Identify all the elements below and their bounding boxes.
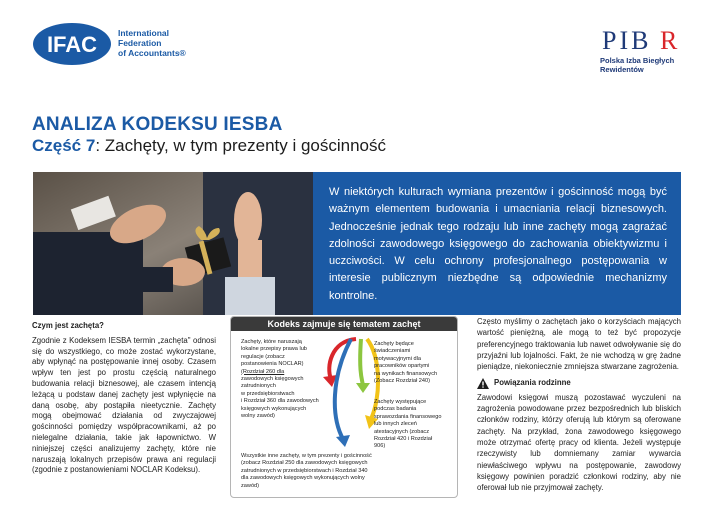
left-column [32,321,216,476]
svg-text:PIB: PIB [602,27,652,53]
right-column [477,316,681,493]
diagram-box-noclar: Zachęty, które naruszają lokalne przepisy prawa lub regulacje (zobacz postanowienia NOCLAR) (Rozdział 260 dla zawodowych księgowych zatrudnionych w przedsiębiorstwach i Rozdział 360 dla zawodowych księgowych wykonujących wolny zawód) [241,339,319,420]
pibr-name: Polska Izba Biegłych Rewidentów [600,56,675,74]
right-intro-text: Często myślimy o zachętach jako o korzyściach mających wartość pieniężną, ale mogą to też być propozycje preferencyjnego traktowania lub nawet odwoływanie się do przyjaźni lub lojalności. Fakt, że nie wchodzą w grę żadne pieniądze, niekoniecznie zmniejsza stwarzane zagrożenia. [477,317,681,372]
ifac-logo-text: IFAC [46,32,98,57]
page-subtitle [32,136,386,156]
ifac-logo [32,22,112,66]
what-is-incentive-heading: Czym jest zachęta? [32,321,104,330]
diagram-box-performance: Zachęty będące świadczeniami motywacyjnymi dla pracowników opartymi na wynikach finansowych (Zobacz Rozdział 240) [374,341,438,385]
warning-icon [477,378,489,389]
intro-box: W niektórych kulturach wymiana prezentów i gościnność mogą być ważnym elementem budowania i umacniania relacji biznesowych. Jednocześnie jednak tego rodzaju lub inne zachęty mogą zagrażać zdolności zawodowego księgowego do zachowania obiektywizmu i uczciwości. W celu ochrony profesjonalnego postępowania w interesie publicznym niezbędne są odpowiednie mechanizmy kontrolne. [313,172,681,315]
incentives-diagram [230,316,458,498]
family-relations-body: Zawodowi księgowi muszą pozostawać wyczuleni na zagrożenia powodowane przez bezpośrednich lub bliskich członków rodziny, którzy oferują lub którym są oferowane zachęty. Na przykład, żona zawodowego księgowego może otrzymać ofertę pracy od klienta. Jeżeli występuje rzeczywisty lub domniemany zamiar wywarcia niewłaściwego wpływu na postępowanie, zawodowy księgowy powinien poradzić członkowi rodziny, aby nie oferował lub nie przyjmował zachęty. [477,392,681,493]
page-title: ANALIZA KODEKSU IESBA [32,114,283,135]
what-is-incentive-body: Zgodnie z Kodeksem IESBA termin „zachęta" odnosi się do wszystkiego, co może zostać wykorzystane, aby wpłynąć na postępowanie innej osoby. Czasem wpływ ten jest po prostu częścią naturalnego budowania relacji biznesowej, ale czasem intencją leżącą u podstaw danej zachęty jest wpłynięcie na daną osobę, aby postąpiła nieetycznie. Zachęty mogą obejmować działania od zwyczajowej gościnności pomiędzy współpracownikami, aż po nielegalne działania, takie jak łapownictwo. W niniejszej części analizujemy zachęty, które nie naruszają lokalnych przepisów prawa ani regulacji (zgodnie z postanowieniami NOCLAR Kodeksu). [32,335,216,475]
green-arrowhead [356,383,370,393]
gift-photo [33,172,313,315]
diagram-box-audit: Zachęty występujące podczas badania sprawozdania finansowego lub innych zleceń atestacyjnych (zobacz Rozdział 420 i Rozdział 906) [374,399,442,450]
blue-curve [335,339,351,439]
pibr-logo [602,27,682,53]
family-relations-heading: Powiązania rodzinne [477,377,681,388]
diagram-box-other: Wszystkie inne zachęty, w tym prezenty i gościnność (zobacz Rozdział 250 dla zawodowych księgowych zatrudnionych w przedsiębiorstwach i Rozdział 340 dla zawodowych księgowych wykonujących wolny zawód) [241,453,372,489]
subtitle-part: Część 7 [32,136,96,155]
diagram-title: Kodeks zajmuje się tematem zachęt [231,317,457,331]
green-curve [360,339,363,385]
ifac-name: International Federation of Accountants® [118,28,186,58]
blue-arrowhead [336,435,350,447]
svg-text:R: R [660,27,678,53]
subtitle-rest: : Zachęty, w tym prezenty i gościnność [95,136,387,155]
